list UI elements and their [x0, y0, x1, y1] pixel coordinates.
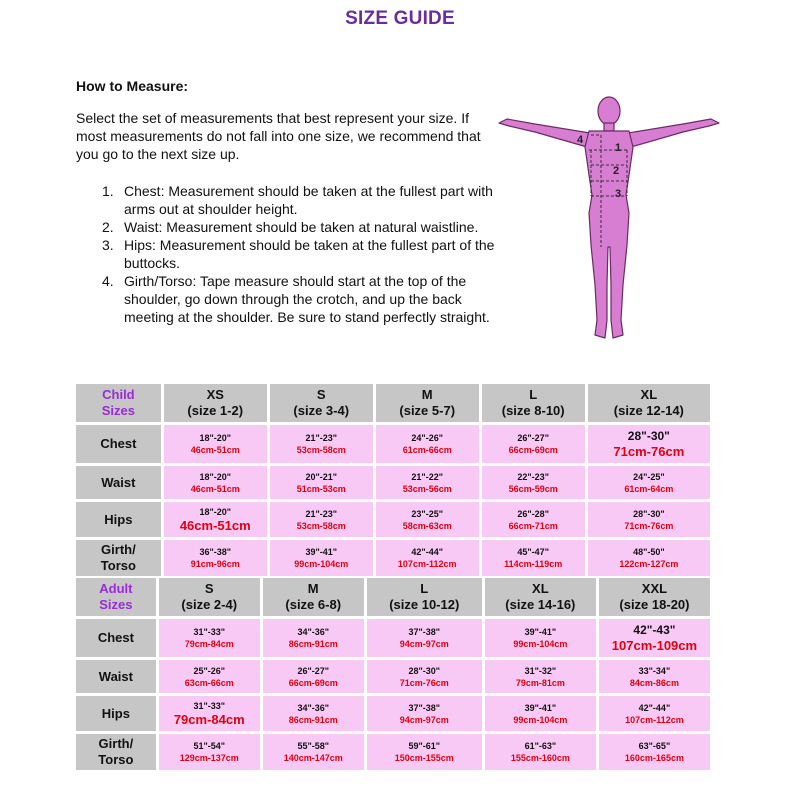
size-header: XS (size 1-2) [164, 384, 267, 422]
step-chest [84, 182, 504, 218]
step-text: Chest: Measurement should be taken at the fullest part with arms out at shoulder height. [124, 183, 493, 217]
figure-label-hips: 3 [615, 188, 622, 200]
row-label: Waist [76, 466, 161, 499]
how-to-measure-heading: How to Measure: [76, 78, 189, 94]
size-header: L (size 8-10) [482, 384, 585, 422]
figure-label-chest: 1 [615, 142, 622, 154]
measurement-cell: 33"-34" 84cm-86cm [599, 660, 710, 693]
measurement-cell: 24"-25" 61cm-64cm [588, 466, 710, 499]
size-header: M (size 5-7) [376, 384, 479, 422]
measurement-cell: 31"-32" 79cm-81cm [485, 660, 596, 693]
size-header-row [76, 384, 710, 422]
measurement-cell: 37"-38" 94cm-97cm [367, 619, 482, 657]
measure-steps [84, 182, 504, 326]
measurement-cell: 45"-47" 114cm-119cm [482, 540, 585, 576]
measurement-cell: 63"-65" 160cm-165cm [599, 734, 710, 770]
size-header: S (size 3-4) [270, 384, 373, 422]
measurement-cell: 23"-25" 58cm-63cm [376, 502, 479, 537]
measurement-cell: 20"-21" 51cm-53cm [270, 466, 373, 499]
step-text: Girth/Torso: Tape measure should start at the top of the shoulder, go down through the crotch, and up the back meeting at the shoulder. Be sure to stand perfectly straight. [124, 273, 490, 325]
measurement-cell: 37"-38" 94cm-97cm [367, 696, 482, 731]
measurement-cell: 26"-28" 66cm-71cm [482, 502, 585, 537]
step-number: 2. [102, 219, 114, 235]
measurement-cell: 28"-30" 71cm-76cm [367, 660, 482, 693]
measurement-cell: 39"-41" 99cm-104cm [270, 540, 373, 576]
measurement-cell: 21"-23" 53cm-58cm [270, 425, 373, 463]
adult-sizes-label: Adult Sizes [76, 578, 156, 616]
size-header: XXL (size 18-20) [599, 578, 710, 616]
measurement-cell: 48"-50" 122cm-127cm [588, 540, 710, 576]
measurement-cell: 39"-41" 99cm-104cm [485, 696, 596, 731]
measurement-cell: 18"-20" 46cm-51cm [164, 466, 267, 499]
body-measurement-figure [495, 95, 725, 350]
step-hips [84, 236, 504, 272]
measurement-cell: 59"-61" 150cm-155cm [367, 734, 482, 770]
step-text: Waist: Measurement should be taken at natural waistline. [124, 219, 479, 235]
intro-text: Select the set of measurements that best represent your size. If most measurements do not fall into one size, we recommend that you go to the next size up. [76, 110, 481, 162]
measurement-cell: 39"-41" 99cm-104cm [485, 619, 596, 657]
size-header-row [76, 578, 710, 616]
adult-size-table [73, 575, 713, 773]
measurement-cell: 28"-30" 71cm-76cm [588, 502, 710, 537]
measurement-cell: 55"-58" 140cm-147cm [263, 734, 364, 770]
size-header: XL (size 14-16) [485, 578, 596, 616]
measurement-cell: 34"-36" 86cm-91cm [263, 696, 364, 731]
table-row-girth [76, 540, 710, 576]
figure-label-waist: 2 [613, 165, 620, 177]
step-number: 3. [102, 237, 114, 253]
child-sizes-label: Child Sizes [76, 384, 161, 422]
measurement-cell: 22"-23" 56cm-59cm [482, 466, 585, 499]
table-row-girth [76, 734, 710, 770]
measurement-cell: 25"-26" 63cm-66cm [159, 660, 260, 693]
row-label: Hips [76, 696, 156, 731]
measurement-cell: 26"-27" 66cm-69cm [482, 425, 585, 463]
measurement-cell: 26"-27" 66cm-69cm [263, 660, 364, 693]
table-row-waist [76, 660, 710, 693]
size-header: L (size 10-12) [367, 578, 482, 616]
table-row-hips [76, 502, 710, 537]
row-label: Girth/ Torso [76, 734, 156, 770]
step-waist [84, 218, 504, 236]
measurement-cell: 31"-33" 79cm-84cm [159, 696, 260, 731]
measurement-cell: 36"-38" 91cm-96cm [164, 540, 267, 576]
step-text: Hips: Measurement should be taken at the fullest part of the buttocks. [124, 237, 495, 271]
figure-label-girth: 4 [577, 134, 584, 146]
step-girth [84, 272, 504, 326]
measurement-cell: 34"-36" 86cm-91cm [263, 619, 364, 657]
size-header: S (size 2-4) [159, 578, 260, 616]
measurement-cell: 28"-30" 71cm-76cm [588, 425, 710, 463]
measurement-cell: 18"-20" 46cm-51cm [164, 425, 267, 463]
table-row-chest [76, 619, 710, 657]
measurement-cell: 42"-44" 107cm-112cm [599, 696, 710, 731]
measurement-cell: 61"-63" 155cm-160cm [485, 734, 596, 770]
measurement-cell: 24"-26" 61cm-66cm [376, 425, 479, 463]
size-header: M (size 6-8) [263, 578, 364, 616]
measurement-cell: 21"-22" 53cm-56cm [376, 466, 479, 499]
row-label: Waist [76, 660, 156, 693]
row-label: Hips [76, 502, 161, 537]
row-label: Girth/ Torso [76, 540, 161, 576]
row-label: Chest [76, 619, 156, 657]
page-title: SIZE GUIDE [345, 8, 455, 29]
measurement-cell: 51"-54" 129cm-137cm [159, 734, 260, 770]
table-row-chest [76, 425, 710, 463]
table-row-hips [76, 696, 710, 731]
size-header: XL (size 12-14) [588, 384, 710, 422]
row-label: Chest [76, 425, 161, 463]
step-number: 1. [102, 183, 114, 199]
measurement-cell: 31"-33" 79cm-84cm [159, 619, 260, 657]
step-number: 4. [102, 273, 114, 289]
table-row-waist [76, 466, 710, 499]
child-size-table [73, 381, 713, 579]
measurement-cell: 18"-20" 46cm-51cm [164, 502, 267, 537]
measurement-cell: 42"-43" 107cm-109cm [599, 619, 710, 657]
measurement-cell: 42"-44" 107cm-112cm [376, 540, 479, 576]
measurement-cell: 21"-23" 53cm-58cm [270, 502, 373, 537]
